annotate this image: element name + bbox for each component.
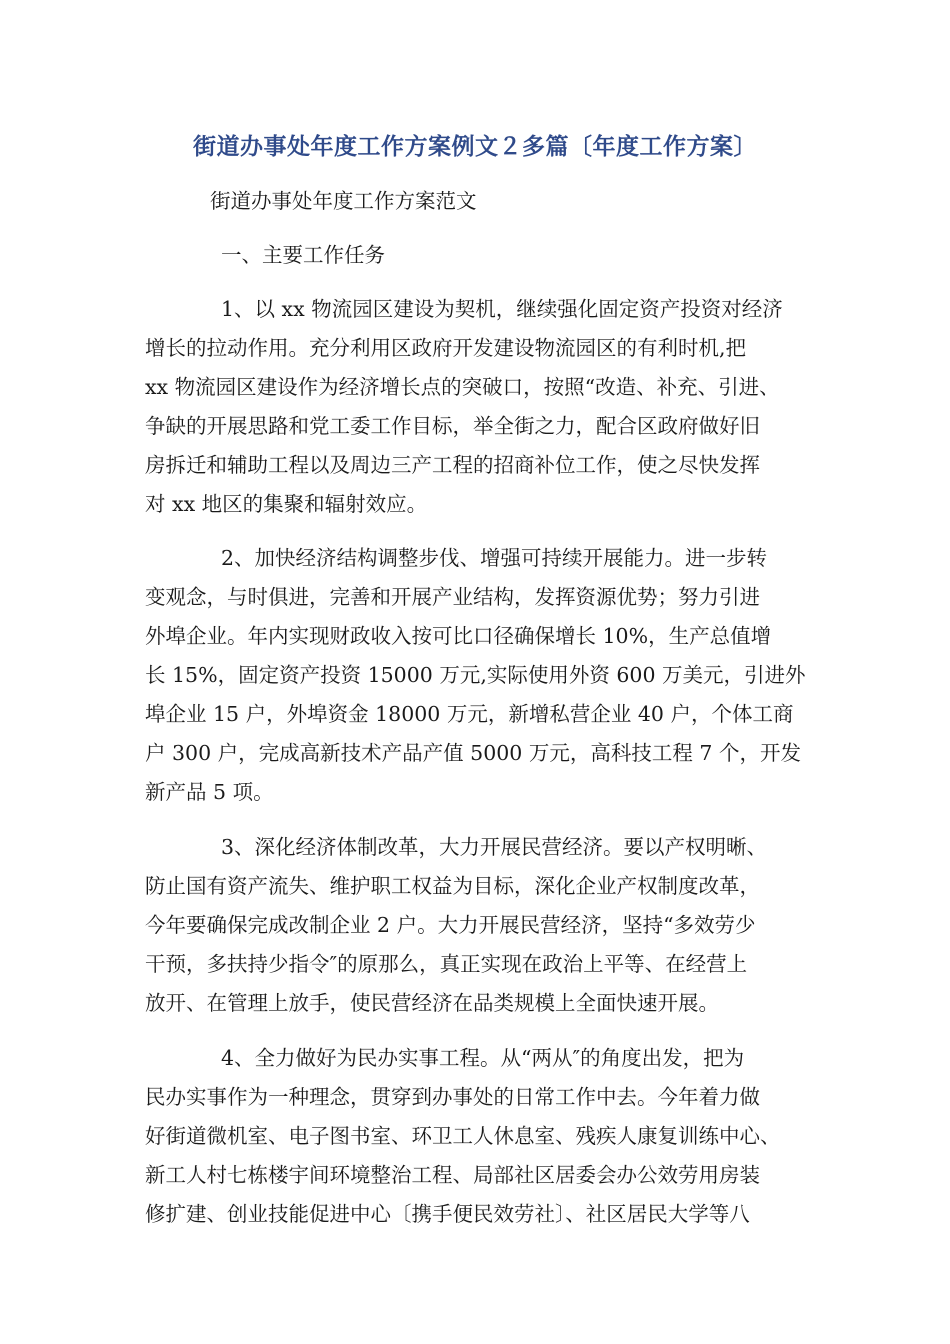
paragraph-line: 埠企业 15 户，外埠资金 18000 万元，新增私营企业 40 户，个体工商 <box>145 702 794 726</box>
paragraph-line: 3、深化经济体制改革，大力开展民营经济。要以产权明晰、 <box>221 835 768 859</box>
section-heading: 一、主要工作任务 <box>221 243 385 267</box>
paragraph-line: 民办实事作为一种理念，贯穿到办事处的日常工作中去。今年着力做 <box>145 1085 760 1109</box>
paragraph-line: 新工人村七栋楼宇间环境整治工程、局部社区居委会办公效劳用房装 <box>145 1163 760 1187</box>
paragraph-line: 好街道微机室、电子图书室、环卫工人休息室、残疾人康复训练中心、 <box>145 1124 781 1148</box>
paragraph-line: 户 300 户，完成高新技术产品产值 5000 万元，高科技工程 7 个，开发 <box>145 741 801 765</box>
paragraph-line: 外埠企业。年内实现财政收入按可比口径确保增长 10%，生产总值增 <box>145 624 772 648</box>
document-title: 街道办事处年度工作方案例文２多篇〔年度工作方案〕 <box>193 134 757 160</box>
paragraph-line: 增长的拉动作用。充分利用区政府开发建设物流园区的有利时机,把 <box>145 336 747 360</box>
subtitle: 街道办事处年度工作方案范文 <box>210 189 477 213</box>
paragraph-line: 今年要确保完成改制企业 2 户。大力开展民营经济，坚持“多效劳少 <box>145 913 756 937</box>
paragraph-line: 变观念，与时俱进，完善和开展产业结构，发挥资源优势；努力引进 <box>145 585 760 609</box>
paragraph-line: 修扩建、创业技能促进中心〔携手便民效劳社〕、社区居民大学等八 <box>145 1202 750 1226</box>
paragraph-line: 长 15%，固定资产投资 15000 万元,实际使用外资 600 万美元，引进外 <box>145 663 806 687</box>
paragraph-line: xx 物流园区建设作为经济增长点的突破口，按照“改造、补充、引进、 <box>145 375 780 399</box>
paragraph-line: 4、全力做好为民办实事工程。从“两从″的角度出发，把为 <box>221 1046 745 1070</box>
paragraph-line: 房拆迁和辅助工程以及周边三产工程的招商补位工作，使之尽快发挥 <box>145 453 760 477</box>
paragraph-line: 防止国有资产流失、维护职工权益为目标，深化企业产权制度改革， <box>145 874 760 898</box>
paragraph-line: 干预，多扶持少指令″的原那么，真正实现在政治上平等、在经营上 <box>145 952 748 976</box>
paragraph-line: 1、以 xx 物流园区建设为契机，继续强化固定资产投资对经济 <box>221 297 783 321</box>
paragraph-line: 放开、在管理上放手，使民营经济在品类规模上全面快速开展。 <box>145 991 719 1015</box>
paragraph-line: 2、加快经济结构调整步伐、增强可持续开展能力。进一步转 <box>221 546 768 570</box>
paragraph-line: 对 xx 地区的集聚和辐射效应。 <box>145 492 428 516</box>
paragraph-line: 新产品 5 项。 <box>145 780 274 804</box>
paragraph-line: 争缺的开展思路和党工委工作目标，举全街之力，配合区政府做好旧 <box>145 414 760 438</box>
